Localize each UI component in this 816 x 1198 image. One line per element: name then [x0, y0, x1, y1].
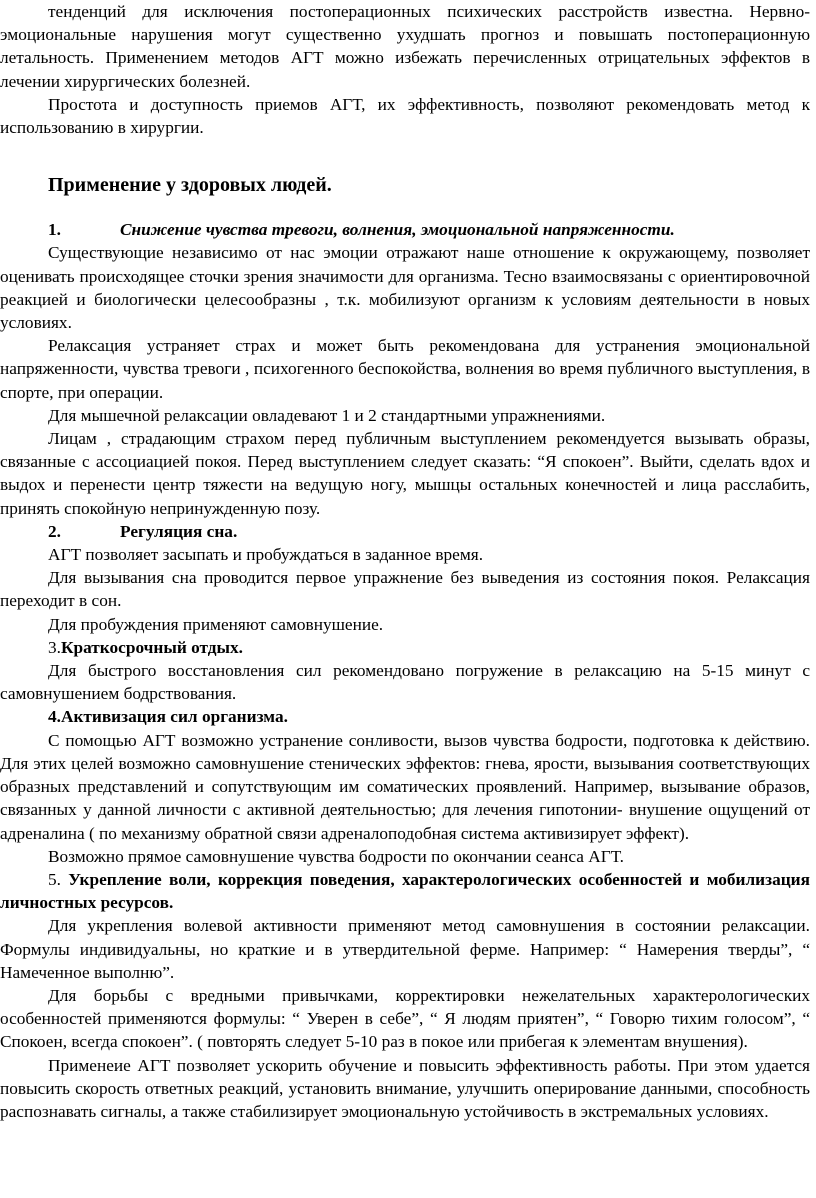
paragraph: Лицам , страдающим страхом перед публичным выступлением рекомендуется вызывать образы, связанные с ассоциацией покоя. Перед выступлением следует сказать: “Я спокоен”. Выйти, сделать вдох и выдох и перенести центр тяжести на ведущую ногу, мышцы остальных конечностей и лица расслабить, принять спокойную непринужденную позу.: [0, 429, 810, 518]
paragraph: Применеие АГТ позволяет ускорить обучение и повысить эффективность работы. При этом удается повысить скорость ответных реакций, установить внимание, улучшить оперирование данными, способность распознавать сигналы, а также стабилизирует эмоциональную устойчивость в экстремальных условиях.: [0, 1055, 810, 1121]
paragraph: Простота и доступность приемов АГТ, их эффективность, позволяют рекомендовать метод к использованию в хирургии.: [0, 94, 810, 138]
paragraph: Для укрепления волевой активности применяют метод самовнушения в состоянии релаксации. Формулы индивидуальны, но краткие и в утвердительной ферме. Например: “ Намерения тверды”, “ Намеченное выполню”.: [0, 916, 810, 982]
paragraph: АГТ позволяет засыпать и пробуждаться в заданное время.: [48, 545, 484, 565]
subheading-4: [0, 705, 810, 728]
subheading-1: [0, 218, 810, 241]
paragraph: тенденций для исключения постоперационных психических расстройств известна. Нервно- эмоциональные нарушения могут существенно ухудшать прогноз и повышать постоперационную летальность. Применением методов АГТ можно избежать перечисленных отрицательных эффектов в лечении хирургических болезней.: [0, 2, 810, 91]
subheading-2: [0, 520, 810, 543]
subheading-text: Снижение чувства тревоги, волнения, эмоциональной напряженности.: [120, 220, 675, 240]
subheading-number: 3.: [48, 637, 61, 657]
subheading-text: Регуляция сна.: [120, 521, 238, 541]
paragraph: Для мышечной релаксации овладевают 1 и 2 стандартными упражнениями.: [48, 405, 606, 425]
subheading-number: 1.: [48, 220, 61, 240]
paragraph: С помощью АГТ возможно устранение сонливости, вызов чувства бодрости, подготовка к действию. Для этих целей возможно самовнушение стенических эффектов: гнева, ярости, вызывания соответствующих образных представлений и сопутствующим им соматических проявлений. Например, вызывание образов, связанных у данной личности с активной деятельностью; для лечения гипотонии- внушение ощущений от адреналина ( по механизму обратной связи адреналоподобная система активизирует эффект).: [0, 730, 810, 843]
subheading-text: Укрепление воли, коррекция поведения, характерологических особенностей и мобилизация личностных ресурсов.: [0, 869, 810, 913]
paragraph: Возможно прямое самовнушение чувства бодрости по окончании сеанса АГТ.: [48, 846, 624, 866]
subheading-3: [0, 636, 810, 659]
paragraph: Для борьбы с вредными привычками, корректировки нежелательных характерологических особенностей применяются формулы: “ Уверен в себе”, “ Я людям приятен”, “ Говорю тихим голосом”, “ Спокоен, всегда спокоен”. ( повторять следует 5-10 раз в покое или прибегая к элементам внушения).: [0, 985, 810, 1052]
subheading-number: 5.: [48, 869, 61, 889]
section-title: Применение у здоровых людей.: [48, 174, 332, 197]
paragraph: Для быстрого восстановления сил рекомендовано погружение в релаксацию на 5-15 минут с самовнушением бодрствования.: [0, 661, 810, 704]
paragraph: Существующие независимо от нас эмоции отражают наше отношение к окружающему, позволяет оценивать происходящее сточки зрения значимости для организма. Тесно взаимосвязаны с ориентировочной реакцией и биологически целесообразны , т.к. мобилизуют организм к условиям деятельности в новых условиях.: [0, 243, 810, 333]
subheading-text: 4.Активизация сил организма.: [48, 707, 288, 727]
subheading-text: Краткосрочный отдых.: [60, 637, 243, 657]
subheading-number: 2.: [48, 521, 61, 541]
paragraph: Для вызывания сна проводится первое упражнение без выведения из состояния покоя. Релаксация переходит в сон.: [0, 568, 810, 611]
paragraph: Для пробуждения применяют самовнушение.: [48, 614, 384, 634]
paragraph: Релаксация устраняет страх и может быть рекомендована для устранения эмоциональной напряженности, чувства тревоги , психогенного беспокойства, волнения во время публичного выступления, в спорте, при операции.: [0, 336, 810, 402]
subheading-5: [0, 868, 810, 914]
